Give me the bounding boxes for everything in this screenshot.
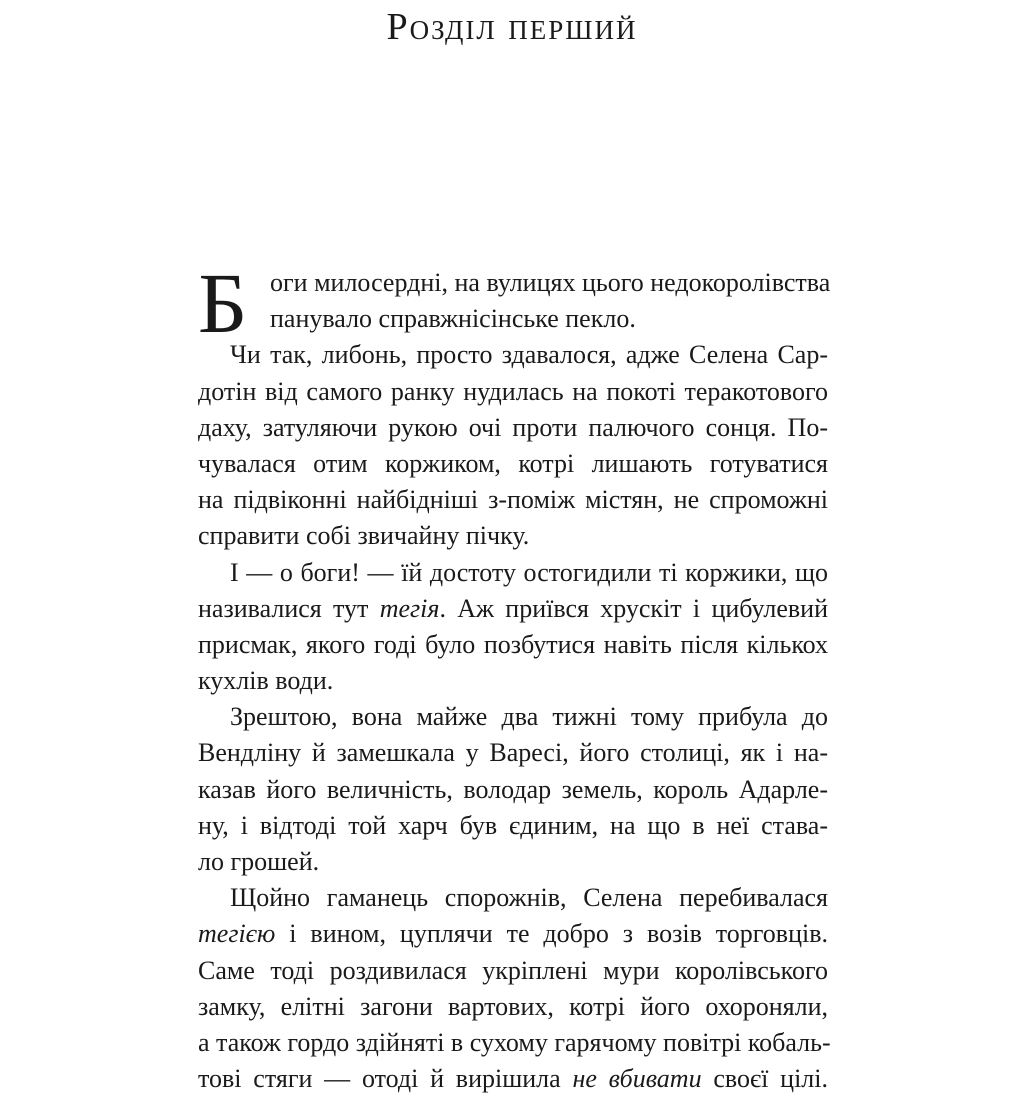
paragraph-lines: [198, 255, 831, 1097]
text-line: [198, 374, 828, 410]
text-line: [198, 989, 828, 1025]
text-line: [198, 555, 828, 591]
text-line: [198, 844, 828, 880]
text-line: [198, 953, 828, 989]
text-span: Вендліну й замешкала у Варесі, його столиці, як і на-: [198, 738, 828, 768]
text-line: [198, 301, 828, 337]
text-span: ну, і відтоді той харч був єдиним, на що в неї става-: [198, 810, 828, 840]
text-line: [198, 699, 828, 735]
text-line: [198, 663, 828, 699]
text-span: називалися тут: [198, 593, 380, 623]
italic-term: тегія: [379, 593, 440, 623]
text-span: І — о боги! — їй достоту остогидили ті коржики, що: [230, 557, 828, 587]
text-line: [198, 446, 828, 482]
text-line: [198, 337, 828, 373]
text-line: [198, 482, 828, 518]
body-text: [198, 255, 831, 1097]
chapter-title: Розділ перший: [386, 6, 638, 48]
italic-term: тегією: [198, 919, 276, 949]
text-line: [198, 916, 828, 952]
text-span: казав його величність, володар земель, король Адарле-: [198, 774, 828, 804]
text-span: Щойно гаманець спорожнів, Селена перебивалася: [230, 883, 828, 913]
text-span: Зрештою, вона майже два тижні тому прибула до: [230, 702, 828, 732]
text-span: на підвіконні найбідніші з-поміж містян, не спроможні: [198, 485, 828, 515]
text-line: [198, 265, 831, 301]
text-span: . Аж приївся хрускіт і цибулевий: [439, 593, 828, 623]
text-span: панувало справжнісінське пекло.: [270, 304, 636, 334]
text-span: Чи так, либонь, просто здавалося, адже Селена Сар-: [230, 340, 828, 370]
text-span: а також гордо здійняті в сухому гарячому повітрі кобаль-: [198, 1027, 831, 1057]
text-span: присмак, якого годі було позбутися навіть після кількох: [198, 629, 828, 659]
text-span: кухлів води.: [198, 666, 334, 696]
text-line: [198, 627, 828, 663]
text-span: чувалася отим коржиком, котрі лишають готуватися: [198, 448, 828, 478]
text-span: тові стяги — отоді й вирішила: [198, 1064, 573, 1094]
text-span: оги милосердні, на вулицях цього недокоролівства: [270, 268, 831, 297]
text-line: [198, 772, 828, 808]
text-span: своєї цілі.: [701, 1064, 828, 1094]
text-line: [198, 518, 828, 554]
drop-cap: Б: [198, 255, 248, 351]
text-span: даху, затуляючи рукою очі проти палючого сонця. По-: [198, 412, 828, 442]
text-span: ло грошей.: [198, 847, 320, 876]
italic-term: не вбивати: [572, 1064, 702, 1094]
text-line: [198, 591, 828, 627]
text-span: справити собі звичайну пічку.: [198, 521, 530, 551]
text-span: і вином, цуплячи те добро з возів торговців.: [275, 919, 828, 949]
text-line: [198, 735, 828, 771]
text-line: [198, 880, 828, 916]
text-line: [198, 808, 828, 844]
text-span: замку, елітні загони вартових, котрі його охороняли,: [198, 991, 828, 1021]
text-span: Саме тоді роздивилася укріплені мури королівського: [198, 955, 828, 985]
text-line: [198, 410, 828, 446]
text-span: дотін від самого ранку нудилась на покоті теракотового: [198, 376, 828, 406]
text-line: [198, 1061, 828, 1097]
text-line: [198, 1025, 831, 1061]
